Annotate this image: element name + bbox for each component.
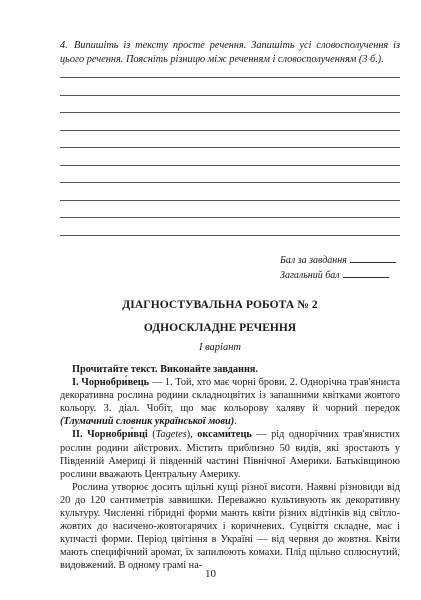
entry2-latin: Tagetes	[155, 429, 187, 441]
total-score	[280, 268, 389, 281]
task-score	[280, 253, 396, 266]
total-score-blank	[343, 268, 389, 278]
reading-text	[60, 363, 400, 573]
answer-line	[60, 95, 400, 96]
task-score-blank	[350, 253, 396, 263]
entry1-text: — 1. Той, хто має чорні брови. 2. Однорічна трав'яниста декоративна рослина родини складноцвітих із запашними квітками жовтого кольору. 3. діал. Чобіт, що має кольорову халяву й чорний передок	[60, 377, 400, 415]
encyclopedia-entry-2	[60, 428, 400, 480]
answer-line	[60, 235, 400, 236]
answer-line	[60, 112, 400, 113]
task-score-label: Бал за завдання	[280, 255, 347, 266]
task-number: 4.	[60, 40, 68, 51]
answer-line	[60, 130, 400, 131]
answer-line	[60, 147, 400, 148]
task-text: Випишіть із тексту просте речення. Запишіть усі словосполучення із цього речення. Поясніть різницю між реченням і словосполученням (3 б.).	[60, 40, 400, 65]
page-number: 10	[205, 568, 216, 580]
answer-line	[60, 217, 400, 218]
answer-line	[60, 200, 400, 201]
entry2-text: — рід однорічних трав'янистих рослин родини айстрових. Містить приблизно 50 видів, які зростають у Південній Америці й південній частині Північної Америки. Батьківщиною рослини вважають Центральну Америку.	[60, 429, 400, 480]
work-title: ДІАГНОСТУВАЛЬНА РОБОТА № 2	[122, 299, 318, 311]
answer-line	[60, 77, 400, 78]
entry1-source: (Тлумачний словник української мови)	[60, 416, 235, 428]
dictionary-entry-1	[60, 376, 400, 428]
entry1-head: I. Чорнобри́вець	[72, 377, 150, 389]
answer-line	[60, 182, 400, 183]
entry2-paren-open: (	[147, 429, 156, 441]
answer-line	[60, 165, 400, 166]
entry2-head: II. Чорнобри́вці	[72, 429, 148, 441]
task-4	[60, 39, 400, 66]
answer-lines	[60, 77, 400, 252]
instruction: Прочитайте текст. Виконайте завдання.	[72, 364, 259, 375]
paragraph-3: Рослина утворює досить щільні кущі різної висоти. Наявні різновиди від 20 до 120 сантиметрів заввишки. Переважно культивують як декоративну культуру. Численні гібридні форми мають квіти різних відтінків від світло-жовтих до насичено-жовтогарячих і коричневих. Суцвіття складне, має і купчасті форми. Період цвітіння в Україні — від червня до жовтня. Квіти мають специфічний аромат, їх запилюють комахи. Плід щільно сплюснутий, видовжений. В одному грамі на-	[60, 481, 400, 572]
total-score-label: Загальний бал	[280, 270, 340, 281]
variant-label: I варіант	[198, 342, 242, 353]
entry1-end: .	[234, 416, 237, 428]
topic-title: ОДНОСКЛАДНЕ РЕЧЕННЯ	[143, 322, 297, 334]
entry2-head2: оксами́тець	[197, 429, 252, 441]
entry2-paren-close: ),	[186, 429, 198, 441]
